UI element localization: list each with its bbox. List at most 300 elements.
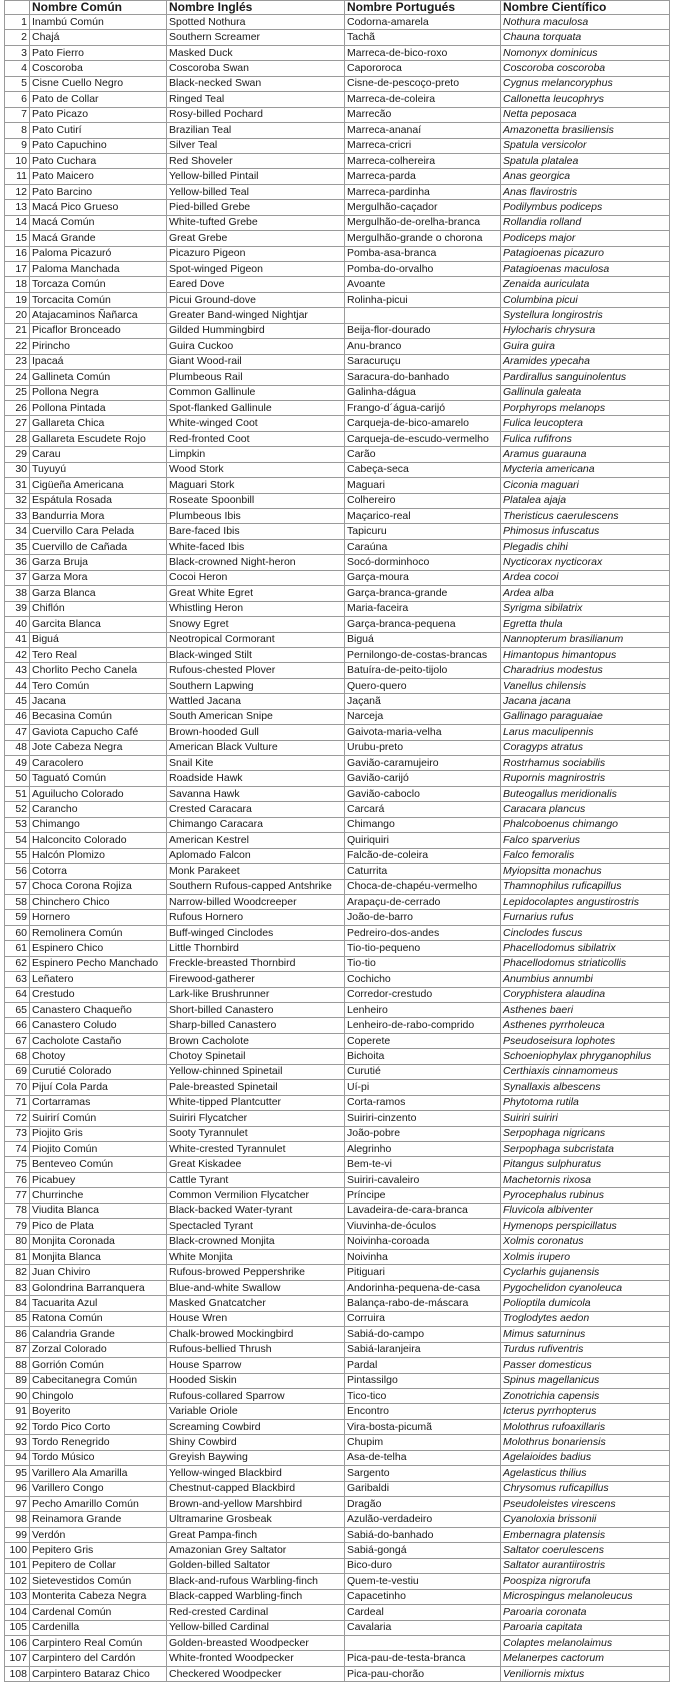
portuguese-name-cell[interactable]: Maguari <box>345 478 501 493</box>
english-name-cell[interactable]: Roseate Spoonbill <box>167 493 345 508</box>
common-name-cell[interactable]: Ipacaá <box>30 354 167 369</box>
english-name-cell[interactable]: Giant Wood-rail <box>167 354 345 369</box>
common-name-cell[interactable]: Cacholote Castaño <box>30 1033 167 1048</box>
row-number-cell[interactable]: 42 <box>5 647 30 662</box>
scientific-name-cell[interactable]: Zenaida auriculata <box>501 277 670 292</box>
english-name-cell[interactable]: Rosy-billed Pochard <box>167 107 345 122</box>
portuguese-name-cell[interactable]: Quem-te-vestiu <box>345 1574 501 1589</box>
english-name-cell[interactable]: Black-necked Swan <box>167 76 345 91</box>
english-name-cell[interactable]: Yellow-billed Pintail <box>167 169 345 184</box>
english-name-cell[interactable]: White-tipped Plantcutter <box>167 1095 345 1110</box>
portuguese-name-cell[interactable]: Biguá <box>345 632 501 647</box>
english-name-cell[interactable]: Black-winged Stilt <box>167 647 345 662</box>
portuguese-name-cell[interactable]: Mergulhão-grande o chorona <box>345 231 501 246</box>
scientific-name-cell[interactable]: Falco femoralis <box>501 848 670 863</box>
row-number-cell[interactable]: 40 <box>5 617 30 632</box>
portuguese-name-cell[interactable]: Cochicho <box>345 972 501 987</box>
row-number-cell[interactable]: 58 <box>5 894 30 909</box>
english-name-cell[interactable]: Lark-like Brushrunner <box>167 987 345 1002</box>
english-name-cell[interactable]: Chimango Caracara <box>167 817 345 832</box>
scientific-name-cell[interactable]: Chrysomus ruficapillus <box>501 1481 670 1496</box>
english-name-cell[interactable]: Black-crowned Night-heron <box>167 555 345 570</box>
scientific-name-cell[interactable]: Serpophaga nigricans <box>501 1126 670 1141</box>
scientific-name-cell[interactable]: Paroaria capitata <box>501 1620 670 1635</box>
english-name-cell[interactable]: Short-billed Canastero <box>167 1003 345 1018</box>
row-number-cell[interactable]: 97 <box>5 1497 30 1512</box>
row-number-cell[interactable]: 83 <box>5 1280 30 1295</box>
english-name-cell[interactable]: Wood Stork <box>167 462 345 477</box>
row-number-cell[interactable]: 93 <box>5 1435 30 1450</box>
row-number-cell[interactable]: 60 <box>5 925 30 940</box>
common-name-cell[interactable]: Calandria Grande <box>30 1327 167 1342</box>
portuguese-name-cell[interactable]: Maçarico-real <box>345 509 501 524</box>
scientific-name-cell[interactable]: Egretta thula <box>501 617 670 632</box>
english-name-cell[interactable]: Brown-hooded Gull <box>167 725 345 740</box>
portuguese-name-cell[interactable]: Gavião-caramujeiro <box>345 756 501 771</box>
common-name-cell[interactable]: Piojito Común <box>30 1141 167 1156</box>
scientific-name-cell[interactable]: Cinclodes fuscus <box>501 925 670 940</box>
portuguese-name-cell[interactable]: Cisne-de-pescoço-preto <box>345 76 501 91</box>
scientific-name-cell[interactable]: Mimus saturninus <box>501 1327 670 1342</box>
scientific-name-cell[interactable]: Molothrus bonariensis <box>501 1435 670 1450</box>
english-name-cell[interactable]: Great Kiskadee <box>167 1157 345 1172</box>
common-name-cell[interactable]: Paloma Picazuró <box>30 246 167 261</box>
portuguese-name-cell[interactable]: Anu-branco <box>345 339 501 354</box>
common-name-cell[interactable]: Chingolo <box>30 1388 167 1403</box>
portuguese-name-cell[interactable]: Chupim <box>345 1435 501 1450</box>
common-name-cell[interactable]: Aguilucho Colorado <box>30 786 167 801</box>
scientific-name-cell[interactable]: Pyrocephalus rubinus <box>501 1188 670 1203</box>
portuguese-name-cell[interactable]: Tio-tio-pequeno <box>345 941 501 956</box>
common-name-cell[interactable]: Pato Maicero <box>30 169 167 184</box>
portuguese-name-cell[interactable]: Tio-tio <box>345 956 501 971</box>
common-name-cell[interactable]: Pirincho <box>30 339 167 354</box>
common-name-cell[interactable]: Becasina Común <box>30 709 167 724</box>
row-number-cell[interactable]: 47 <box>5 725 30 740</box>
english-name-cell[interactable]: Greyish Baywing <box>167 1450 345 1465</box>
english-name-cell[interactable]: White-tufted Grebe <box>167 215 345 230</box>
row-number-cell[interactable]: 107 <box>5 1651 30 1666</box>
portuguese-name-cell[interactable]: Pitiguari <box>345 1265 501 1280</box>
row-number-cell[interactable]: 67 <box>5 1033 30 1048</box>
row-number-cell[interactable]: 59 <box>5 910 30 925</box>
portuguese-name-cell[interactable]: Carão <box>345 447 501 462</box>
scientific-name-cell[interactable]: Hymenops perspicillatus <box>501 1219 670 1234</box>
row-number-cell[interactable]: 76 <box>5 1172 30 1187</box>
common-name-cell[interactable]: Garcita Blanca <box>30 617 167 632</box>
row-number-cell[interactable]: 14 <box>5 215 30 230</box>
row-number-cell[interactable]: 3 <box>5 45 30 60</box>
common-name-cell[interactable]: Pato Barcino <box>30 184 167 199</box>
scientific-name-cell[interactable]: Cyclarhis gujanensis <box>501 1265 670 1280</box>
scientific-name-cell[interactable]: Fluvicola albiventer <box>501 1203 670 1218</box>
common-name-cell[interactable]: Leñatero <box>30 972 167 987</box>
portuguese-name-cell[interactable]: Caturrita <box>345 864 501 879</box>
row-number-cell[interactable]: 43 <box>5 663 30 678</box>
scientific-name-cell[interactable]: Pardirallus sanguinolentus <box>501 370 670 385</box>
common-name-cell[interactable]: Pato Cutirí <box>30 123 167 138</box>
portuguese-name-cell[interactable]: Capororoca <box>345 61 501 76</box>
common-name-cell[interactable]: Carpintero del Cardón <box>30 1651 167 1666</box>
portuguese-name-cell[interactable]: Curutié <box>345 1064 501 1079</box>
common-name-cell[interactable]: Jote Cabeza Negra <box>30 740 167 755</box>
portuguese-name-cell[interactable]: Marreca-cricri <box>345 138 501 153</box>
portuguese-name-cell[interactable]: Marreca-de-bico-roxo <box>345 45 501 60</box>
common-name-cell[interactable]: Gaviota Capucho Café <box>30 725 167 740</box>
row-number-cell[interactable]: 8 <box>5 123 30 138</box>
portuguese-name-cell[interactable]: Maria-faceira <box>345 601 501 616</box>
common-name-cell[interactable]: Pato Picazo <box>30 107 167 122</box>
scientific-name-cell[interactable]: Asthenes baeri <box>501 1003 670 1018</box>
portuguese-name-cell[interactable]: Carcará <box>345 802 501 817</box>
scientific-name-cell[interactable]: Melanerpes cactorum <box>501 1651 670 1666</box>
common-name-cell[interactable]: Benteveo Común <box>30 1157 167 1172</box>
english-name-cell[interactable]: Rufous-bellied Thrush <box>167 1342 345 1357</box>
row-number-cell[interactable]: 98 <box>5 1512 30 1527</box>
portuguese-name-cell[interactable]: Garça-branca-grande <box>345 586 501 601</box>
portuguese-name-cell[interactable]: Carqueja-de-bico-amarelo <box>345 416 501 431</box>
common-name-cell[interactable]: Chotoy <box>30 1049 167 1064</box>
scientific-name-cell[interactable]: Patagioenas maculosa <box>501 262 670 277</box>
english-name-cell[interactable]: Narrow-billed Woodcreeper <box>167 894 345 909</box>
common-name-cell[interactable]: Choca Corona Rojiza <box>30 879 167 894</box>
english-name-cell[interactable]: Sharp-billed Canastero <box>167 1018 345 1033</box>
scientific-name-cell[interactable]: Platalea ajaja <box>501 493 670 508</box>
common-name-cell[interactable]: Canastero Coludo <box>30 1018 167 1033</box>
english-name-cell[interactable]: Neotropical Cormorant <box>167 632 345 647</box>
row-number-cell[interactable]: 92 <box>5 1419 30 1434</box>
scientific-name-cell[interactable]: Porphyrops melanops <box>501 400 670 415</box>
scientific-name-cell[interactable]: Nannopterum brasilianum <box>501 632 670 647</box>
common-name-cell[interactable]: Verdón <box>30 1527 167 1542</box>
english-name-cell[interactable]: Silver Teal <box>167 138 345 153</box>
portuguese-name-cell[interactable]: Andorinha-pequena-de-casa <box>345 1280 501 1295</box>
row-number-cell[interactable]: 6 <box>5 92 30 107</box>
portuguese-name-cell[interactable]: Gavião-caboclo <box>345 786 501 801</box>
scientific-name-cell[interactable]: Machetornis rixosa <box>501 1172 670 1187</box>
portuguese-name-cell[interactable]: Cabeça-seca <box>345 462 501 477</box>
row-number-cell[interactable]: 73 <box>5 1126 30 1141</box>
scientific-name-cell[interactable]: Poospiza nigrorufa <box>501 1574 670 1589</box>
portuguese-name-cell[interactable]: Corruira <box>345 1311 501 1326</box>
english-name-cell[interactable]: Hooded Siskin <box>167 1373 345 1388</box>
row-number-cell[interactable]: 35 <box>5 539 30 554</box>
common-name-cell[interactable]: Curutié Colorado <box>30 1064 167 1079</box>
english-name-cell[interactable]: Brown-and-yellow Marshbird <box>167 1497 345 1512</box>
portuguese-name-cell[interactable]: João-pobre <box>345 1126 501 1141</box>
english-name-cell[interactable]: Amazonian Grey Saltator <box>167 1543 345 1558</box>
scientific-name-cell[interactable]: Nomonyx dominicus <box>501 45 670 60</box>
portuguese-name-cell[interactable]: Bico-duro <box>345 1558 501 1573</box>
portuguese-name-cell[interactable]: Bem-te-vi <box>345 1157 501 1172</box>
portuguese-name-cell[interactable]: Garça-branca-pequena <box>345 617 501 632</box>
portuguese-name-cell[interactable]: Carqueja-de-escudo-vermelho <box>345 431 501 446</box>
portuguese-name-cell[interactable]: Cavalaria <box>345 1620 501 1635</box>
scientific-name-cell[interactable]: Agelaioides badius <box>501 1450 670 1465</box>
english-name-cell[interactable]: Cattle Tyrant <box>167 1172 345 1187</box>
row-number-cell[interactable]: 72 <box>5 1111 30 1126</box>
english-name-cell[interactable]: Cocoi Heron <box>167 570 345 585</box>
english-name-cell[interactable]: Spot-flanked Gallinule <box>167 400 345 415</box>
english-name-cell[interactable]: Black-and-rufous Warbling-finch <box>167 1574 345 1589</box>
row-number-cell[interactable]: 12 <box>5 184 30 199</box>
row-number-cell[interactable]: 45 <box>5 694 30 709</box>
row-number-cell[interactable]: 2 <box>5 30 30 45</box>
portuguese-name-cell[interactable]: Asa-de-telha <box>345 1450 501 1465</box>
row-number-cell[interactable]: 101 <box>5 1558 30 1573</box>
portuguese-name-cell[interactable]: Príncipe <box>345 1188 501 1203</box>
row-number-cell[interactable]: 86 <box>5 1327 30 1342</box>
scientific-name-cell[interactable]: Coragyps atratus <box>501 740 670 755</box>
scientific-name-cell[interactable]: Nycticorax nycticorax <box>501 555 670 570</box>
portuguese-name-cell[interactable]: Quiriquiri <box>345 833 501 848</box>
common-name-cell[interactable]: Varillero Congo <box>30 1481 167 1496</box>
english-name-cell[interactable]: Great Grebe <box>167 231 345 246</box>
scientific-name-cell[interactable]: Coscoroba coscoroba <box>501 61 670 76</box>
scientific-name-cell[interactable]: Jacana jacana <box>501 694 670 709</box>
scientific-name-cell[interactable]: Amazonetta brasiliensis <box>501 123 670 138</box>
common-name-cell[interactable]: Biguá <box>30 632 167 647</box>
common-name-cell[interactable]: Ratona Común <box>30 1311 167 1326</box>
row-number-cell[interactable]: 4 <box>5 61 30 76</box>
english-name-cell[interactable]: Southern Screamer <box>167 30 345 45</box>
row-number-cell[interactable]: 51 <box>5 786 30 801</box>
portuguese-name-cell[interactable]: Pedreiro-dos-andes <box>345 925 501 940</box>
portuguese-name-cell[interactable]: Marreca-ananaí <box>345 123 501 138</box>
scientific-name-cell[interactable]: Icterus pyrrhopterus <box>501 1404 670 1419</box>
english-name-cell[interactable]: Common Vermilion Flycatcher <box>167 1188 345 1203</box>
english-name-cell[interactable]: Snail Kite <box>167 756 345 771</box>
scientific-name-cell[interactable]: Pseudoleistes virescens <box>501 1497 670 1512</box>
common-name-cell[interactable]: Macá Grande <box>30 231 167 246</box>
portuguese-name-cell[interactable]: Mergulhão-caçador <box>345 200 501 215</box>
english-name-cell[interactable]: Plumbeous Ibis <box>167 509 345 524</box>
english-name-cell[interactable]: Great Pampa-finch <box>167 1527 345 1542</box>
scientific-name-cell[interactable]: Furnarius rufus <box>501 910 670 925</box>
common-name-cell[interactable]: Gorrión Común <box>30 1358 167 1373</box>
row-number-cell[interactable]: 79 <box>5 1219 30 1234</box>
scientific-name-cell[interactable]: Phytotoma rutila <box>501 1095 670 1110</box>
row-number-cell[interactable]: 39 <box>5 601 30 616</box>
english-name-cell[interactable]: Red-fronted Coot <box>167 431 345 446</box>
common-name-cell[interactable]: Carancho <box>30 802 167 817</box>
common-name-cell[interactable]: Carau <box>30 447 167 462</box>
scientific-name-cell[interactable]: Theristicus caerulescens <box>501 509 670 524</box>
english-name-cell[interactable]: Savanna Hawk <box>167 786 345 801</box>
scientific-name-cell[interactable]: Pseudoseisura lophotes <box>501 1033 670 1048</box>
portuguese-name-cell[interactable]: Pernilongo-de-costas-brancas <box>345 647 501 662</box>
portuguese-name-cell[interactable]: Galinha-dágua <box>345 385 501 400</box>
scientific-name-cell[interactable]: Cygnus melancoryphus <box>501 76 670 91</box>
scientific-name-cell[interactable]: Cyanoloxia brissonii <box>501 1512 670 1527</box>
common-name-cell[interactable]: Chinchero Chico <box>30 894 167 909</box>
common-name-cell[interactable]: Sietevestidos Común <box>30 1574 167 1589</box>
english-name-cell[interactable]: Little Thornbird <box>167 941 345 956</box>
common-name-cell[interactable]: Picaflor Bronceado <box>30 323 167 338</box>
common-name-cell[interactable]: Paloma Manchada <box>30 262 167 277</box>
row-number-cell[interactable]: 100 <box>5 1543 30 1558</box>
portuguese-name-cell[interactable]: Codorna-amarela <box>345 15 501 30</box>
english-name-cell[interactable]: South American Snipe <box>167 709 345 724</box>
english-name-cell[interactable]: Maguari Stork <box>167 478 345 493</box>
scientific-name-cell[interactable]: Podilymbus podiceps <box>501 200 670 215</box>
english-name-cell[interactable]: Yellow-winged Blackbird <box>167 1466 345 1481</box>
english-name-cell[interactable]: Spotted Nothura <box>167 15 345 30</box>
common-name-cell[interactable]: Reinamora Grande <box>30 1512 167 1527</box>
common-name-cell[interactable]: Garza Blanca <box>30 586 167 601</box>
portuguese-name-cell[interactable]: Pica-pau-chorão <box>345 1666 501 1681</box>
english-name-cell[interactable]: Black-capped Warbling-finch <box>167 1589 345 1604</box>
scientific-name-cell[interactable]: Rostrhamus sociabilis <box>501 756 670 771</box>
row-number-cell[interactable]: 25 <box>5 385 30 400</box>
scientific-name-cell[interactable]: Callonetta leucophrys <box>501 92 670 107</box>
portuguese-name-cell[interactable]: Socó-dorminhoco <box>345 555 501 570</box>
row-number-cell[interactable]: 28 <box>5 431 30 446</box>
common-name-cell[interactable]: Bandurria Mora <box>30 509 167 524</box>
english-name-cell[interactable]: Limpkin <box>167 447 345 462</box>
row-number-cell[interactable]: 24 <box>5 370 30 385</box>
common-name-cell[interactable]: Gallareta Escudete Rojo <box>30 431 167 446</box>
scientific-name-cell[interactable]: Columbina picui <box>501 292 670 307</box>
english-name-cell[interactable]: Firewood-gatherer <box>167 972 345 987</box>
portuguese-name-cell[interactable]: Pardal <box>345 1358 501 1373</box>
english-name-cell[interactable]: Freckle-breasted Thornbird <box>167 956 345 971</box>
portuguese-name-cell[interactable]: Noivinha <box>345 1250 501 1265</box>
common-name-cell[interactable]: Macá Pico Grueso <box>30 200 167 215</box>
common-name-cell[interactable]: Inambú Común <box>30 15 167 30</box>
portuguese-name-cell[interactable]: Lenheiro <box>345 1003 501 1018</box>
row-number-cell[interactable]: 88 <box>5 1358 30 1373</box>
scientific-name-cell[interactable]: Mycteria americana <box>501 462 670 477</box>
row-number-cell[interactable]: 82 <box>5 1265 30 1280</box>
common-name-cell[interactable]: Boyerito <box>30 1404 167 1419</box>
common-name-cell[interactable]: Tuyuyú <box>30 462 167 477</box>
common-name-cell[interactable]: Coscoroba <box>30 61 167 76</box>
english-name-cell[interactable]: Sooty Tyrannulet <box>167 1126 345 1141</box>
scientific-name-cell[interactable]: Spatula versicolor <box>501 138 670 153</box>
common-name-cell[interactable]: Piojito Gris <box>30 1126 167 1141</box>
common-name-cell[interactable]: Halcón Plomizo <box>30 848 167 863</box>
scientific-name-cell[interactable]: Myiopsitta monachus <box>501 864 670 879</box>
scientific-name-cell[interactable]: Veniliornis mixtus <box>501 1666 670 1681</box>
row-number-cell[interactable]: 27 <box>5 416 30 431</box>
portuguese-name-cell[interactable]: João-de-barro <box>345 910 501 925</box>
english-name-cell[interactable]: Blue-and-white Swallow <box>167 1280 345 1295</box>
common-name-cell[interactable]: Pepitero de Collar <box>30 1558 167 1573</box>
row-number-cell[interactable]: 11 <box>5 169 30 184</box>
english-name-cell[interactable]: White-fronted Woodpecker <box>167 1651 345 1666</box>
common-name-cell[interactable]: Pepitero Gris <box>30 1543 167 1558</box>
scientific-name-cell[interactable]: Phacellodomus striaticollis <box>501 956 670 971</box>
english-name-cell[interactable]: White-crested Tyrannulet <box>167 1141 345 1156</box>
english-name-cell[interactable]: Eared Dove <box>167 277 345 292</box>
english-name-cell[interactable]: Golden-billed Saltator <box>167 1558 345 1573</box>
row-number-cell[interactable]: 21 <box>5 323 30 338</box>
common-name-cell[interactable]: Garza Mora <box>30 570 167 585</box>
row-number-cell[interactable]: 81 <box>5 1250 30 1265</box>
common-name-cell[interactable]: Golondrina Barranquera <box>30 1280 167 1295</box>
scientific-name-cell[interactable]: Synallaxis albescens <box>501 1080 670 1095</box>
scientific-name-cell[interactable]: Podiceps major <box>501 231 670 246</box>
scientific-name-cell[interactable]: Chauna torquata <box>501 30 670 45</box>
english-name-cell[interactable]: American Kestrel <box>167 833 345 848</box>
portuguese-name-cell[interactable]: Avoante <box>345 277 501 292</box>
portuguese-name-cell[interactable]: Colhereiro <box>345 493 501 508</box>
english-name-cell[interactable]: Yellow-billed Teal <box>167 184 345 199</box>
english-name-cell[interactable]: Yellow-chinned Spinetail <box>167 1064 345 1079</box>
english-name-cell[interactable]: Southern Lapwing <box>167 678 345 693</box>
portuguese-name-cell[interactable]: Chimango <box>345 817 501 832</box>
row-number-cell[interactable]: 13 <box>5 200 30 215</box>
scientific-name-cell[interactable]: Buteogallus meridionalis <box>501 786 670 801</box>
row-number-cell[interactable]: 106 <box>5 1635 30 1650</box>
row-number-cell[interactable]: 31 <box>5 478 30 493</box>
common-name-cell[interactable]: Tordo Pico Corto <box>30 1419 167 1434</box>
row-number-cell[interactable]: 30 <box>5 462 30 477</box>
row-number-cell[interactable]: 32 <box>5 493 30 508</box>
english-name-cell[interactable]: Black-crowned Monjita <box>167 1234 345 1249</box>
row-number-cell[interactable]: 22 <box>5 339 30 354</box>
scientific-name-cell[interactable]: Rupornis magnirostris <box>501 771 670 786</box>
portuguese-name-cell[interactable]: Choca-de-chapéu-vermelho <box>345 879 501 894</box>
scientific-name-cell[interactable]: Suiriri suiriri <box>501 1111 670 1126</box>
portuguese-name-cell[interactable]: Saracura-do-banhado <box>345 370 501 385</box>
portuguese-name-cell[interactable]: Arapaçu-de-cerrado <box>345 894 501 909</box>
english-name-cell[interactable]: Wattled Jacana <box>167 694 345 709</box>
english-name-cell[interactable]: Brown Cacholote <box>167 1033 345 1048</box>
scientific-name-cell[interactable]: Anas georgica <box>501 169 670 184</box>
english-name-cell[interactable]: White-faced Ibis <box>167 539 345 554</box>
common-name-cell[interactable]: Espátula Rosada <box>30 493 167 508</box>
common-name-cell[interactable]: Chiflón <box>30 601 167 616</box>
common-name-cell[interactable]: Espinero Pecho Manchado <box>30 956 167 971</box>
common-name-cell[interactable]: Pico de Plata <box>30 1219 167 1234</box>
portuguese-name-cell[interactable]: Urubu-preto <box>345 740 501 755</box>
portuguese-name-cell[interactable]: Encontro <box>345 1404 501 1419</box>
scientific-name-cell[interactable]: Falco sparverius <box>501 833 670 848</box>
portuguese-name-cell[interactable]: Batuíra-de-peito-tijolo <box>345 663 501 678</box>
row-number-cell[interactable]: 84 <box>5 1296 30 1311</box>
portuguese-name-cell[interactable]: Lavadeira-de-cara-branca <box>345 1203 501 1218</box>
row-number-cell[interactable]: 103 <box>5 1589 30 1604</box>
row-number-cell[interactable]: 9 <box>5 138 30 153</box>
row-number-cell[interactable]: 87 <box>5 1342 30 1357</box>
row-number-cell[interactable]: 49 <box>5 756 30 771</box>
row-number-cell[interactable]: 105 <box>5 1620 30 1635</box>
portuguese-name-cell[interactable]: Sabiá-gongá <box>345 1543 501 1558</box>
scientific-name-cell[interactable]: Pitangus sulphuratus <box>501 1157 670 1172</box>
common-name-cell[interactable]: Chajá <box>30 30 167 45</box>
row-number-cell[interactable]: 7 <box>5 107 30 122</box>
common-name-cell[interactable]: Gallareta Chica <box>30 416 167 431</box>
scientific-name-cell[interactable]: Xolmis coronatus <box>501 1234 670 1249</box>
portuguese-name-cell[interactable]: Sargento <box>345 1466 501 1481</box>
english-name-cell[interactable]: Ultramarine Grosbeak <box>167 1512 345 1527</box>
row-number-cell[interactable]: 85 <box>5 1311 30 1326</box>
portuguese-name-cell[interactable] <box>345 308 501 323</box>
scientific-name-cell[interactable]: Plegadis chihi <box>501 539 670 554</box>
portuguese-name-cell[interactable]: Jaçanã <box>345 694 501 709</box>
portuguese-name-cell[interactable]: Cardeal <box>345 1605 501 1620</box>
row-number-cell[interactable]: 54 <box>5 833 30 848</box>
common-name-cell[interactable]: Macá Común <box>30 215 167 230</box>
row-number-cell[interactable]: 69 <box>5 1064 30 1079</box>
common-name-cell[interactable]: Chimango <box>30 817 167 832</box>
row-number-cell[interactable]: 89 <box>5 1373 30 1388</box>
portuguese-name-cell[interactable]: Bichoita <box>345 1049 501 1064</box>
scientific-name-cell[interactable]: Molothrus rufoaxillaris <box>501 1419 670 1434</box>
row-number-cell[interactable]: 56 <box>5 864 30 879</box>
